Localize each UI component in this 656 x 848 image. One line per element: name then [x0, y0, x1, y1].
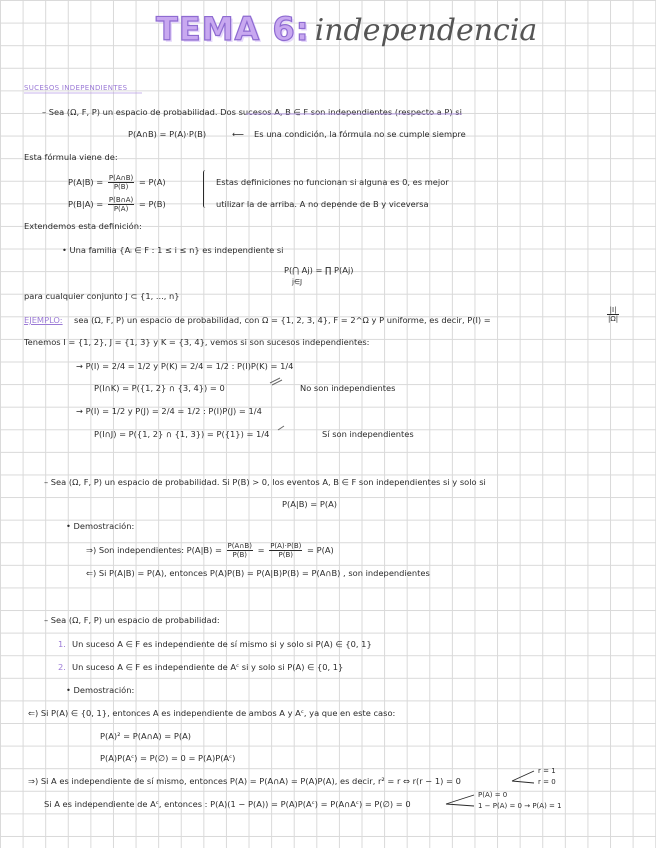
section-heading: SUCESOS INDEPENDIENTES [24, 84, 128, 92]
title-main: TEMA 6: [156, 10, 310, 48]
example-case-1-result: No son independientes [300, 383, 396, 393]
root-r-0: r = 0 [538, 778, 556, 786]
property-self-item-2: Un suceso A ∈ F es independiente de Aᶜ si y solo si P(A) ∈ {0, 1} [72, 662, 344, 672]
proof-backward-2: ⇐) Si P(A) ∈ {0, 1}, entonces A es independiente de ambos A y Aᶜ, ya que en este caso: [28, 708, 396, 718]
property-self-number-1: 1. [58, 639, 66, 649]
conditional-formula-b: P(B|A) = $\frac{P(B\cap A)}{P(A)}$ = P(B) [68, 196, 166, 213]
arrow-left-icon: ⟵ [232, 129, 244, 139]
definition-formula: P(A∩B) = P(A)·P(B) [128, 129, 207, 139]
property-self-item-1: Un suceso A ∈ F es independiente de sí mismo si y solo si P(A) ∈ {0, 1} [72, 639, 372, 649]
proof-heading-1: • Demostración: [66, 521, 135, 531]
brace-note-line-1: Estas definiciones no funcionan si alguna es 0, es mejor [216, 177, 449, 187]
proof-heading-2: • Demostración: [66, 685, 135, 695]
proof-forward-2: ⇒) Si A es independiente de sí mismo, entonces P(A) = P(A∩A) = P(A)P(A), es decir, r² = r ⇔ r(r − 1) = 0 [28, 776, 461, 786]
example-case-1-intersection: P(I∩K) = P({1, 2} ∩ {3, 4}) = 0 [94, 383, 225, 393]
branch-arrow-icon [446, 795, 474, 806]
proof-equation-1: P(A)² = P(A∩A) = P(A) [100, 731, 191, 741]
example-case-2: → P(I) = 1/2 y P(J) = 2/4 = 1/2 : P(I)P(J) = 1/4 [76, 406, 262, 416]
any-set-line: para cualquier conjunto J ⊂ {1, ..., n} [24, 291, 180, 301]
example-text: sea (Ω, F, P) un espacio de probabilidad, con Ω = {1, 2, 3, 4}, F = 2^Ω y P uniforme, es decir, P(I) = [74, 315, 491, 325]
formula-origin-line: Esta fórmula viene de: [24, 152, 118, 162]
brace-note-line-2: utilizar la de arriba. A no depende de B y viceversa [216, 199, 429, 209]
family-definition: • Una familia {Aᵢ ∈ F : 1 ≤ i ≤ n} es independiente si [62, 245, 284, 255]
example-case-2-result: Sí son independientes [322, 429, 414, 439]
strike-mark-icon [270, 378, 282, 385]
check-mark-icon [278, 426, 284, 430]
root-r-1: r = 1 [538, 767, 556, 775]
property-self: – Sea (Ω, F, P) un espacio de probabilidad: [44, 615, 220, 625]
property-conditional: – Sea (Ω, F, P) un espacio de probabilidad. Si P(B) > 0, los eventos A, B ∈ F son independientes si y solo si [44, 477, 486, 487]
property-self-number-2: 2. [58, 662, 66, 672]
proof-forward-3: Si A es independiente de Aᶜ, entonces : P(A)(1 − P(A)) = P(A)P(Aᶜ) = P(A∩Aᶜ) = P(∅) = 0 [44, 799, 411, 809]
example-label: EJEMPLO: [24, 315, 63, 325]
family-formula-subscript: j∈J [292, 278, 303, 286]
title-subtitle: independencia [314, 13, 538, 48]
result-pa-0: P(A) = 0 [478, 791, 508, 799]
definition-line: – Sea (Ω, F, P) un espacio de probabilidad. Dos sucesos A, B ∈ F son independientes (respecto a P) si [42, 107, 462, 117]
branch-arrow-icon [512, 771, 534, 783]
extension-line: Extendemos esta definición: [24, 221, 142, 231]
property-conditional-formula: P(A|B) = P(A) [282, 499, 338, 509]
definition-note: Es una condición, la fórmula no se cumple siempre [254, 129, 466, 139]
proof-forward-1: ⇒) Son independientes: P(A|B) = $\frac{P(A\cap B)}{P(B)}$ = $\frac{P(A)\cdot P(B)}{P(B)}$ = P(A) [86, 542, 334, 559]
conditional-formula-a: P(A|B) = $\frac{P(A\cap B)}{P(B)}$ = P(A) [68, 174, 166, 191]
result-pa-1: 1 − P(A) = 0 → P(A) = 1 [478, 802, 562, 810]
proof-backward-1: ⇐) Si P(A|B) = P(A), entonces P(A)P(B) = P(A|B)P(B) = P(A∩B) , son independientes [86, 568, 430, 578]
family-formula: P(⋂ Aj) = ∏ P(Aj) [284, 265, 354, 275]
example-case-2-intersection: P(I∩J) = P({1, 2} ∩ {1, 3}) = P({1}) = 1/4 [94, 429, 270, 439]
example-case-1: → P(I) = 2/4 = 1/2 y P(K) = 2/4 = 1/2 : P(I)P(K) = 1/4 [76, 361, 294, 371]
example-fraction: $\frac{|I|}{|\Omega|}$ [608, 306, 619, 323]
example-sets-line: Tenemos I = {1, 2}, J = {1, 3} y K = {3, 4}, vemos si son sucesos independientes: [24, 337, 370, 347]
proof-equation-2: P(A)P(Aᶜ) = P(∅) = 0 = P(A)P(Aᶜ) [100, 753, 236, 763]
